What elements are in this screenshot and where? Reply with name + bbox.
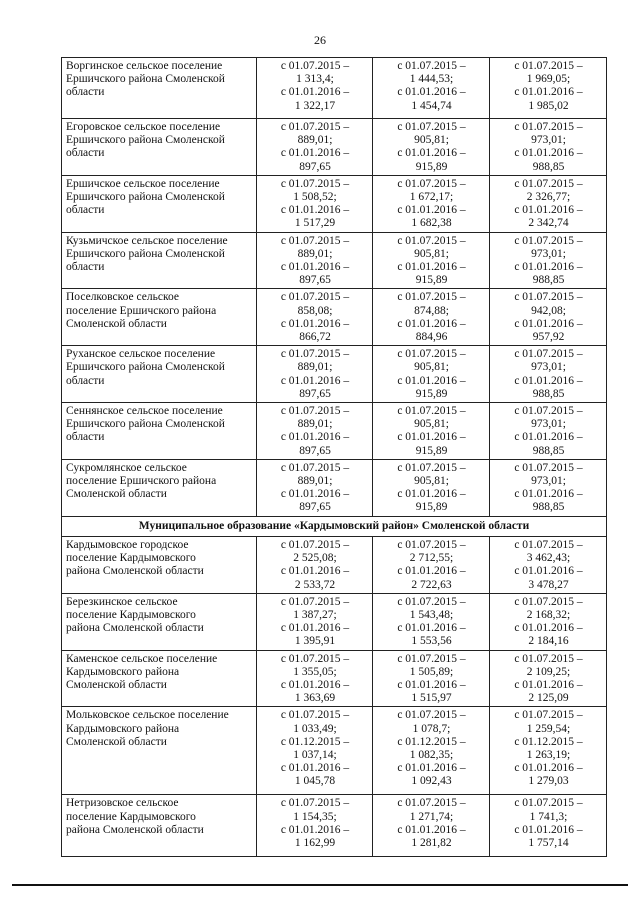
tariff-value-line: с 01.07.2015 – bbox=[514, 595, 583, 608]
tariff-value-line: 1 045,78 bbox=[294, 775, 336, 788]
tariff-value-line: 889,01; bbox=[297, 361, 333, 374]
settlement-name-cell bbox=[62, 58, 257, 119]
tariff-cell-2 bbox=[373, 459, 490, 516]
tariff-value-line: 897,65 bbox=[299, 274, 331, 287]
tariff-value-line: с 01.01.2016 – bbox=[280, 678, 350, 691]
tariff-value-line: 1 259,54; bbox=[526, 722, 571, 735]
settlement-name-line: Нетризовское сельское bbox=[66, 797, 179, 810]
tariff-value-line: 1 092,43 bbox=[411, 775, 452, 788]
settlement-name-line: поселение Ершичского района bbox=[66, 475, 217, 488]
tariff-value-line: с 01.07.2015 – bbox=[397, 60, 466, 72]
tariff-value-line: 1 363,69 bbox=[294, 692, 336, 705]
tariff-value-line: 1 741,3; bbox=[529, 810, 568, 823]
settlement-name-line: поселение Кардымовского bbox=[66, 810, 196, 823]
settlement-name-line: Руханское сельское поселение bbox=[66, 348, 216, 361]
tariff-value-line: с 01.07.2015 – bbox=[280, 797, 350, 810]
settlement-name-line: Кардымовское городское bbox=[66, 538, 189, 551]
tariff-value-line: с 01.07.2015 – bbox=[514, 405, 583, 418]
tariff-value-line: 988,85 bbox=[532, 501, 565, 514]
tariff-cell-2 bbox=[373, 593, 490, 650]
tariff-value-line: 905,81; bbox=[414, 475, 449, 488]
tariff-value-line: 1 553,56 bbox=[411, 635, 452, 648]
tariff-value-line: 905,81; bbox=[414, 361, 449, 374]
tariff-value-line: с 01.01.2016 – bbox=[514, 374, 583, 387]
tariff-value-line: 897,65 bbox=[299, 160, 331, 173]
settlement-name-line: области bbox=[66, 261, 105, 274]
tariff-value-line: 897,65 bbox=[299, 444, 331, 457]
tariff-value-line: 988,85 bbox=[532, 387, 565, 400]
tariff-cell-2 bbox=[373, 795, 490, 857]
tariff-value-line: 2 712,55; bbox=[409, 552, 454, 565]
tariff-value-line: 905,81; bbox=[414, 247, 449, 260]
tariff-cell-1 bbox=[257, 536, 373, 593]
tariff-value-line: с 01.07.2015 – bbox=[280, 461, 350, 474]
table-row bbox=[62, 289, 607, 346]
tariff-value-line: с 01.12.2015 – bbox=[280, 735, 350, 748]
tariff-value-line: с 01.01.2016 – bbox=[397, 823, 466, 836]
table-body bbox=[62, 58, 607, 857]
settlement-name-line: Воргинское сельское поселение bbox=[66, 60, 223, 72]
tariff-value-line: 915,89 bbox=[415, 501, 448, 514]
table-row bbox=[62, 795, 607, 857]
tariff-value-line: с 01.07.2015 – bbox=[514, 652, 583, 665]
tariff-value-line: 2 109,25; bbox=[526, 665, 571, 678]
tariff-value-line: с 01.07.2015 – bbox=[397, 348, 466, 361]
tariff-value-line: с 01.01.2016 – bbox=[280, 147, 350, 160]
tariff-value-line: 1 543,48; bbox=[409, 608, 454, 621]
settlement-name-cell bbox=[62, 707, 257, 795]
tariff-value-line: 2 533,72 bbox=[294, 578, 336, 591]
tariff-value-line: с 01.01.2016 – bbox=[280, 317, 350, 330]
settlement-name-line: Ершичского района Смоленской bbox=[66, 247, 225, 260]
tariff-value-line: 1 969,05; bbox=[526, 73, 571, 86]
tariff-value-line: с 01.07.2015 – bbox=[397, 234, 466, 247]
tariff-value-line: 1 454,74 bbox=[411, 99, 452, 112]
table-row bbox=[62, 119, 607, 176]
tariff-value-line: 2 525,08; bbox=[293, 552, 337, 565]
tariff-value-line: 858,08; bbox=[297, 304, 333, 317]
tariff-value-line: с 01.01.2016 – bbox=[397, 565, 466, 578]
tariff-cell-2 bbox=[373, 650, 490, 707]
tariff-value-line: 1 355,05; bbox=[293, 665, 337, 678]
tariff-cell-2 bbox=[373, 175, 490, 232]
settlement-name-line: Кардымовского района bbox=[66, 665, 180, 678]
settlement-name-line: Егоровское сельское поселение bbox=[66, 121, 221, 133]
tariff-value-line: 915,89 bbox=[415, 160, 448, 173]
settlement-name-cell bbox=[62, 175, 257, 232]
tariff-value-line: 2 326,77; bbox=[526, 191, 571, 204]
tariff-value-line: с 01.07.2015 – bbox=[397, 797, 466, 810]
tariff-value-line: 889,01; bbox=[297, 247, 333, 260]
tariff-value-line: 942,08; bbox=[531, 304, 566, 317]
tariff-value-line: 988,85 bbox=[532, 160, 565, 173]
settlement-name-line: Ершичского района Смоленской bbox=[66, 361, 225, 374]
tariff-value-line: 889,01; bbox=[297, 418, 333, 431]
tariff-cell-3 bbox=[490, 119, 607, 176]
settlement-name-line: области bbox=[66, 204, 105, 217]
settlement-name-line: района Смоленской области bbox=[66, 622, 204, 635]
settlement-name-line: Ершичского района Смоленской bbox=[66, 73, 225, 86]
tariff-value-line: 874,88; bbox=[414, 304, 449, 317]
tariff-value-line: 988,85 bbox=[532, 444, 565, 457]
tariff-value-line: с 01.07.2015 – bbox=[514, 291, 583, 304]
tariff-value-line: с 01.01.2016 – bbox=[514, 823, 583, 836]
tariff-value-line: 1 279,03 bbox=[528, 775, 569, 788]
settlement-name-line: Ершичского района Смоленской bbox=[66, 134, 225, 147]
table-row bbox=[62, 232, 607, 289]
tariff-value-line: с 01.01.2016 – bbox=[397, 488, 466, 501]
tariff-value-line: с 01.01.2016 – bbox=[514, 622, 583, 635]
tariff-value-line: 1 271,74; bbox=[409, 810, 454, 823]
tariff-value-line: 884,96 bbox=[415, 331, 448, 344]
settlement-name-line: Ершичское сельское поселение bbox=[66, 177, 220, 190]
tariff-value-line: 973,01; bbox=[531, 475, 566, 488]
tariff-value-line: 1 162,99 bbox=[294, 836, 336, 849]
tariff-value-line: с 01.07.2015 – bbox=[397, 652, 466, 665]
section-title: Муниципальное образование «Кардымовский район» Смоленской области bbox=[62, 516, 607, 536]
tariff-value-line: 3 462,43; bbox=[526, 552, 571, 565]
tariff-cell-1 bbox=[257, 58, 373, 119]
tariff-value-line: 1 313,4; bbox=[296, 73, 334, 86]
settlement-name-line: Смоленской области bbox=[66, 735, 167, 748]
tariff-value-line: с 01.01.2016 – bbox=[280, 565, 350, 578]
bottom-rule bbox=[12, 884, 628, 886]
tariff-value-line: с 01.12.2015 – bbox=[514, 735, 583, 748]
tariff-value-line: с 01.07.2015 – bbox=[514, 234, 583, 247]
settlement-name-line: Поселковское сельское bbox=[66, 291, 179, 304]
tariff-cell-3 bbox=[490, 536, 607, 593]
tariff-cell-3 bbox=[490, 650, 607, 707]
tariff-value-line: 905,81; bbox=[414, 418, 449, 431]
settlement-name-line: Сукромлянское сельское bbox=[66, 461, 187, 474]
tariff-cell-3 bbox=[490, 403, 607, 460]
tariff-value-line: с 01.07.2015 – bbox=[397, 595, 466, 608]
tariff-cell-1 bbox=[257, 119, 373, 176]
tariff-value-line: 1 444,53; bbox=[409, 73, 454, 86]
tariff-value-line: с 01.01.2016 – bbox=[397, 678, 466, 691]
settlement-name-line: поселение Кардымовского bbox=[66, 608, 196, 621]
tariff-value-line: 2 722,63 bbox=[411, 578, 452, 591]
tariff-cell-1 bbox=[257, 593, 373, 650]
tariff-value-line: с 01.01.2016 – bbox=[514, 86, 583, 99]
tariff-cell-1 bbox=[257, 459, 373, 516]
tariff-value-line: с 01.01.2016 – bbox=[514, 678, 583, 691]
settlement-name-cell bbox=[62, 459, 257, 516]
tariff-value-line: с 01.01.2016 – bbox=[280, 823, 350, 836]
tariff-value-line: 1 517,29 bbox=[294, 217, 336, 230]
tariff-value-line: с 01.07.2015 – bbox=[514, 177, 583, 190]
tariff-value-line: 973,01; bbox=[531, 361, 566, 374]
tariff-value-line: с 01.01.2016 – bbox=[397, 147, 466, 160]
tariff-cell-2 bbox=[373, 232, 490, 289]
tariff-value-line: с 01.01.2016 – bbox=[514, 431, 583, 444]
tariff-value-line: с 01.07.2015 – bbox=[514, 709, 583, 722]
tariff-value-line: 889,01; bbox=[297, 134, 333, 147]
tariff-value-line: 1 672,17; bbox=[409, 191, 454, 204]
tariff-value-line: с 01.01.2016 – bbox=[280, 488, 350, 501]
tariff-value-line: с 01.07.2015 – bbox=[280, 177, 350, 190]
tariff-value-line: с 01.01.2016 – bbox=[514, 317, 583, 330]
tariff-value-line: с 01.01.2016 – bbox=[397, 431, 466, 444]
tariff-value-line: 1 037,14; bbox=[293, 748, 337, 761]
tariff-value-line: 1 082,35; bbox=[409, 748, 454, 761]
table-row bbox=[62, 346, 607, 403]
tariff-value-line: с 01.07.2015 – bbox=[397, 538, 466, 551]
tariff-value-line: с 01.01.2016 – bbox=[514, 762, 583, 775]
tariff-value-line: 2 184,16 bbox=[528, 635, 569, 648]
settlement-name-line: области bbox=[66, 431, 105, 444]
settlement-name-line: Смоленской области bbox=[66, 317, 167, 330]
tariff-value-line: с 01.07.2015 – bbox=[514, 797, 583, 810]
tariff-value-line: с 01.07.2015 – bbox=[280, 121, 350, 133]
tariff-cell-2 bbox=[373, 119, 490, 176]
settlement-name-cell bbox=[62, 650, 257, 707]
tariff-value-line: с 01.07.2015 – bbox=[397, 461, 466, 474]
tariff-value-line: с 01.07.2015 – bbox=[514, 121, 583, 133]
tariff-value-line: 866,72 bbox=[299, 331, 331, 344]
tariff-value-line: 3 478,27 bbox=[528, 578, 569, 591]
tariff-value-line: 1 395,91 bbox=[294, 635, 336, 648]
table-row bbox=[62, 650, 607, 707]
settlement-name-line: области bbox=[66, 147, 105, 160]
settlement-name-cell bbox=[62, 119, 257, 176]
tariff-value-line: 905,81; bbox=[414, 134, 449, 147]
tariff-cell-2 bbox=[373, 707, 490, 795]
tariff-cell-3 bbox=[490, 289, 607, 346]
tariff-cell-3 bbox=[490, 459, 607, 516]
tariff-value-line: 1 682,38 bbox=[411, 217, 452, 230]
tariff-table bbox=[61, 57, 607, 857]
settlement-name-cell bbox=[62, 232, 257, 289]
tariff-value-line: 988,85 bbox=[532, 274, 565, 287]
tariff-value-line: с 01.07.2015 – bbox=[514, 538, 583, 551]
tariff-value-line: с 01.07.2015 – bbox=[280, 405, 350, 418]
tariff-value-line: 915,89 bbox=[415, 444, 448, 457]
tariff-value-line: с 01.07.2015 – bbox=[514, 348, 583, 361]
tariff-value-line: с 01.07.2015 – bbox=[514, 461, 583, 474]
tariff-value-line: с 01.01.2016 – bbox=[397, 622, 466, 635]
tariff-cell-2 bbox=[373, 289, 490, 346]
settlement-name-line: Березкинское сельское bbox=[66, 595, 178, 608]
table-row bbox=[62, 707, 607, 795]
table-row bbox=[62, 593, 607, 650]
tariff-cell-3 bbox=[490, 795, 607, 857]
tariff-cell-2 bbox=[373, 58, 490, 119]
tariff-cell-1 bbox=[257, 175, 373, 232]
tariff-value-line: 915,89 bbox=[415, 274, 448, 287]
tariff-value-line: с 01.01.2016 – bbox=[280, 374, 350, 387]
tariff-value-line: с 01.01.2016 – bbox=[280, 762, 350, 775]
tariff-value-line: 1 154,35; bbox=[293, 810, 337, 823]
tariff-value-line: с 01.01.2016 – bbox=[280, 86, 350, 99]
tariff-value-line: 973,01; bbox=[531, 247, 566, 260]
tariff-value-line: 1 508,52; bbox=[293, 191, 337, 204]
table-row bbox=[62, 58, 607, 119]
tariff-value-line: с 01.07.2015 – bbox=[280, 60, 350, 72]
settlement-name-line: области bbox=[66, 86, 105, 99]
tariff-cell-1 bbox=[257, 650, 373, 707]
tariff-value-line: с 01.07.2015 – bbox=[397, 405, 466, 418]
settlement-name-line: Сеннянское сельское поселение bbox=[66, 405, 223, 418]
settlement-name-cell bbox=[62, 795, 257, 857]
tariff-value-line: с 01.07.2015 – bbox=[397, 121, 466, 133]
tariff-value-line: с 01.07.2015 – bbox=[280, 234, 350, 247]
tariff-value-line: с 01.07.2015 – bbox=[397, 709, 466, 722]
settlement-name-cell bbox=[62, 536, 257, 593]
tariff-value-line: 1 757,14 bbox=[528, 836, 569, 849]
settlement-name-line: Ершичского района Смоленской bbox=[66, 418, 225, 431]
tariff-value-line: 1 387,27; bbox=[293, 608, 337, 621]
section-header-row bbox=[62, 516, 607, 536]
tariff-value-line: 1 033,49; bbox=[293, 722, 337, 735]
tariff-cell-2 bbox=[373, 346, 490, 403]
tariff-value-line: 2 168,32; bbox=[526, 608, 571, 621]
table-row bbox=[62, 536, 607, 593]
tariff-value-line: с 01.07.2015 – bbox=[280, 291, 350, 304]
tariff-value-line: с 01.01.2016 – bbox=[397, 261, 466, 274]
tariff-value-line: с 01.01.2016 – bbox=[514, 488, 583, 501]
tariff-value-line: 1 263,19; bbox=[526, 748, 571, 761]
settlement-name-line: Кузьмичское сельское поселение bbox=[66, 234, 228, 247]
tariff-cell-1 bbox=[257, 707, 373, 795]
tariff-value-line: 897,65 bbox=[299, 501, 331, 514]
settlement-name-line: района Смоленской области bbox=[66, 565, 204, 578]
tariff-value-line: с 01.07.2015 – bbox=[280, 709, 350, 722]
settlement-name-line: поселение Кардымовского bbox=[66, 552, 196, 565]
settlement-name-cell bbox=[62, 289, 257, 346]
tariff-value-line: с 01.01.2016 – bbox=[397, 317, 466, 330]
tariff-cell-2 bbox=[373, 536, 490, 593]
tariff-value-line: 973,01; bbox=[531, 134, 566, 147]
settlement-name-line: района Смоленской области bbox=[66, 823, 204, 836]
tariff-value-line: с 01.01.2016 – bbox=[280, 204, 350, 217]
tariff-value-line: 889,01; bbox=[297, 475, 333, 488]
tariff-value-line: с 01.07.2015 – bbox=[280, 652, 350, 665]
tariff-value-line: с 01.01.2016 – bbox=[280, 431, 350, 444]
settlement-name-line: Смоленской области bbox=[66, 678, 167, 691]
table-row bbox=[62, 175, 607, 232]
tariff-cell-3 bbox=[490, 593, 607, 650]
tariff-value-line: 1 281,82 bbox=[411, 836, 452, 849]
settlement-name-cell bbox=[62, 593, 257, 650]
tariff-value-line: 1 505,89; bbox=[409, 665, 454, 678]
tariff-cell-3 bbox=[490, 175, 607, 232]
tariff-cell-2 bbox=[373, 403, 490, 460]
tariff-cell-1 bbox=[257, 795, 373, 857]
tariff-value-line: 1 515,97 bbox=[411, 692, 452, 705]
tariff-value-line: 2 342,74 bbox=[528, 217, 569, 230]
tariff-cell-1 bbox=[257, 232, 373, 289]
settlement-name-line: Кардымовского района bbox=[66, 722, 180, 735]
tariff-cell-3 bbox=[490, 346, 607, 403]
tariff-value-line: с 01.01.2016 – bbox=[397, 374, 466, 387]
tariff-value-line: с 01.01.2016 – bbox=[397, 86, 466, 99]
tariff-value-line: с 01.01.2016 – bbox=[280, 261, 350, 274]
settlement-name-line: поселение Ершичского района bbox=[66, 304, 217, 317]
tariff-value-line: 1 322,17 bbox=[294, 99, 336, 112]
tariff-value-line: с 01.01.2016 – bbox=[397, 204, 466, 217]
page-number: 26 bbox=[314, 33, 326, 47]
tariff-value-line: 973,01; bbox=[531, 418, 566, 431]
tariff-cell-1 bbox=[257, 346, 373, 403]
tariff-value-line: с 01.07.2015 – bbox=[514, 60, 583, 72]
tariff-value-line: с 01.07.2015 – bbox=[280, 348, 350, 361]
tariff-value-line: с 01.01.2016 – bbox=[280, 622, 350, 635]
tariff-value-line: 915,89 bbox=[415, 387, 448, 400]
tariff-value-line: с 01.01.2016 – bbox=[397, 762, 466, 775]
settlement-name-line: Ершичского района Смоленской bbox=[66, 191, 225, 204]
tariff-value-line: 1 985,02 bbox=[528, 99, 569, 112]
settlement-name-cell bbox=[62, 403, 257, 460]
settlement-name-line: области bbox=[66, 374, 105, 387]
tariff-value-line: 1 078,7; bbox=[412, 722, 451, 735]
tariff-cell-3 bbox=[490, 232, 607, 289]
settlement-name-line: Мольковское сельское поселение bbox=[66, 709, 229, 722]
table-row bbox=[62, 403, 607, 460]
tariff-value-line: с 01.01.2016 – bbox=[514, 261, 583, 274]
tariff-value-line: с 01.07.2015 – bbox=[397, 291, 466, 304]
tariff-cell-1 bbox=[257, 289, 373, 346]
settlement-name-line: Каменское сельское поселение bbox=[66, 652, 218, 665]
tariff-value-line: с 01.01.2016 – bbox=[514, 565, 583, 578]
tariff-value-line: 957,92 bbox=[532, 331, 565, 344]
tariff-value-line: 897,65 bbox=[299, 387, 331, 400]
tariff-value-line: с 01.12.2015 – bbox=[397, 735, 466, 748]
tariff-value-line: с 01.01.2016 – bbox=[514, 147, 583, 160]
tariff-value-line: с 01.01.2016 – bbox=[514, 204, 583, 217]
tariff-value-line: с 01.07.2015 – bbox=[280, 595, 350, 608]
settlement-name-cell bbox=[62, 346, 257, 403]
tariff-value-line: с 01.07.2015 – bbox=[280, 538, 350, 551]
tariff-value-line: 2 125,09 bbox=[528, 692, 569, 705]
tariff-cell-1 bbox=[257, 403, 373, 460]
tariff-cell-3 bbox=[490, 58, 607, 119]
tariff-cell-3 bbox=[490, 707, 607, 795]
settlement-name-line: Смоленской области bbox=[66, 488, 167, 501]
table-row bbox=[62, 459, 607, 516]
tariff-value-line: с 01.07.2015 – bbox=[397, 177, 466, 190]
